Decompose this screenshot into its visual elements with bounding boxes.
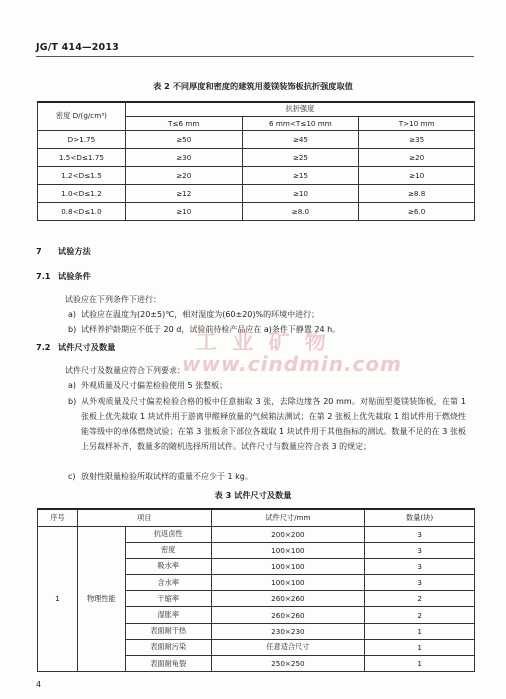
table-cell: 1.2<D≤1.5 [38,166,126,184]
table-cell: 230×230 [211,623,365,639]
table-cell: 3 [365,526,475,542]
section-number: 7.1 [36,271,51,281]
table-cell: ≥10 [359,166,475,184]
table-cell: 100×100 [211,558,365,574]
list-item [68,469,468,484]
table-cell: 3 [365,558,475,574]
list-item [68,378,468,393]
list-text: 试验应在温度为(20±5)℃，相对湿度为(60±20)%的环境中进行； [81,310,320,319]
section-7-heading [36,246,91,257]
table3-caption: 表 3 试件尺寸及数量 [214,490,292,500]
table2-strength-header: 抗折强度 [125,102,474,116]
page-number: 4 [36,680,42,689]
list-item [68,307,468,322]
table-cell: 表面耐干热 [125,623,211,639]
table2-subheader: 6 mm<T≤10 mm [242,116,359,130]
table-cell: 表面耐龟裂 [125,656,211,672]
table2 [37,101,475,221]
list-text: 试样养护龄期应不低于 20 d，试验前待检产品应在 a)条件下静置 24 h。 [81,325,341,334]
table-cell: ≥50 [125,130,242,148]
table-cell: ≥10 [125,202,242,220]
table-cell: ≥45 [242,130,359,148]
list-label: c) [68,472,76,481]
table-cell: ≥6.0 [359,202,475,220]
table-cell: D>1.75 [38,130,126,148]
table3-header: 序号 [38,509,78,526]
table-cell: 2 [365,607,475,623]
table2-subheader: T>10 mm [359,116,475,130]
list-label: b) [68,397,77,406]
table-cell: ≥8.8 [359,184,475,202]
table3-header-row [38,509,475,526]
table3-group-cell: 物理性能 [77,526,125,672]
list-text: 外观质量及尺寸偏差检验使用 5 张整板； [81,381,228,390]
section-number: 7 [36,246,42,256]
section-title: 试验方法 [58,246,91,256]
table-row [38,130,475,148]
list-text: 从外观质量及尺寸偏差检验合格的板中任意抽取 3 张，去除边缘各 20 mm。对贴面型菱镁装饰板，在第 1 张板上优先裁取 1 块试件用于游离甲醛释放量的气候箱法测试；在第 2 张板上优先裁取 1 组试件用于燃烧性能等级中的单体燃烧试验；在第 3 张板余下部位各裁取 1 块试件用于其他指标的测试。数量不足的在 3 张板上另裁样补齐，数量多的随机选择所用试件。试件尺寸与数量应符合表 3 的规定； [81,397,466,451]
list-label: b) [68,325,77,334]
watermark-cn: 工 业 矿 物 [196,330,330,354]
table-cell: 1.0<D≤1.2 [38,184,126,202]
section-7-2-heading [36,342,115,353]
table-cell: 1 [365,623,475,639]
section-number: 7.2 [36,342,51,352]
table-cell: 1.5<D≤1.75 [38,148,126,166]
table-cell: ≥25 [242,148,359,166]
table-cell: 密度 [125,542,211,558]
list-text: 放射性限量检验所取试样的重量不应少于 1 kg。 [81,472,253,481]
table-cell: 0.8<D≤1.0 [38,202,126,220]
table-cell: ≥8.0 [242,202,359,220]
table-cell: 250×250 [211,656,365,672]
table2-header-row [38,102,475,116]
table-cell: ≥12 [125,184,242,202]
header-rule [36,56,474,57]
table-cell: ≥20 [125,166,242,184]
table-cell: 抗返卤性 [125,526,211,542]
table-cell: 湿胀率 [125,607,211,623]
section-title: 试验条件 [58,271,91,281]
table-cell: ≥30 [125,148,242,166]
table-cell: ≥10 [242,184,359,202]
table-cell: 1 [365,656,475,672]
table-cell: 100×100 [211,542,365,558]
table3-seq-cell: 1 [38,526,78,672]
table-row [38,148,475,166]
table-row [38,184,475,202]
section-7-1-heading [36,271,91,282]
table-row [38,202,475,220]
table-cell: ≥35 [359,130,475,148]
table3 [37,508,475,672]
table3-header: 试件尺寸/mm [211,509,365,526]
table2-caption: 表 2 不同厚度和密度的建筑用菱镁装饰板抗折强度取值 [153,81,353,91]
table-cell: 吸水率 [125,558,211,574]
list-label: a) [68,381,77,390]
table-cell: 表面耐污染 [125,639,211,655]
table-cell: 任意适合尺寸 [211,639,365,655]
table-cell: ≥20 [359,148,475,166]
table2-subheader: T≤6 mm [125,116,242,130]
table-cell: 200×200 [211,526,365,542]
table-row [38,166,475,184]
table-cell: 2 [365,591,475,607]
table2-density-header: 密度 D/(g/cm³) [38,102,126,130]
table-cell: 260×260 [211,591,365,607]
table-row [38,526,475,542]
list-item [68,394,468,470]
table-cell: 1 [365,639,475,655]
table-cell: 100×100 [211,575,365,591]
section-7-2-intro: 试件尺寸及数量应符合下列要求： [65,366,185,375]
table-cell: 含水率 [125,575,211,591]
table3-header: 项目 [77,509,211,526]
standard-code: JG/T 414—2013 [36,42,119,53]
section-title: 试件尺寸及数量 [58,342,116,352]
list-label: a) [68,310,77,319]
section-7-1-intro: 试验应在下列条件下进行： [65,295,161,304]
watermark-url: www.cindmin.com [182,352,402,376]
table-cell: 3 [365,542,475,558]
table3-header: 数量(块) [365,509,475,526]
table-cell: ≥15 [242,166,359,184]
table-cell: 干缩率 [125,591,211,607]
table-cell: 3 [365,575,475,591]
table-cell: 260×260 [211,607,365,623]
